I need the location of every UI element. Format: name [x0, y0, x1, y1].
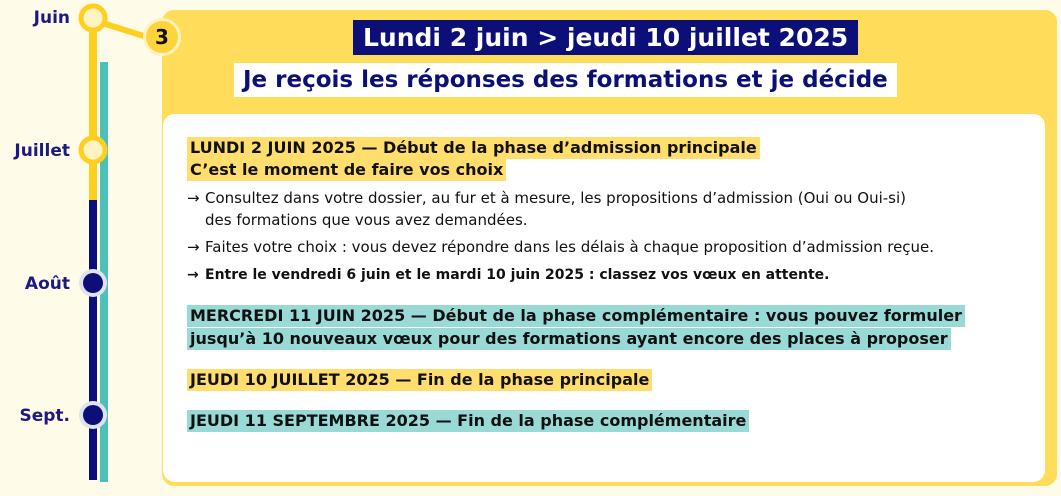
highlight-line: JEUDI 11 SEPTEMBRE 2025 — Fin de la phase complémentaire [187, 410, 749, 432]
bullet-rank-waitlist [187, 264, 829, 286]
phase-principale-end [187, 369, 652, 391]
month-label-juin: Juin [33, 8, 70, 28]
phase-complementaire-start [187, 305, 965, 327]
arrow-icon: → [187, 267, 199, 283]
timeline-yellow-track [89, 20, 97, 200]
month-label-aout: Août [24, 274, 70, 294]
highlight-line: MERCREDI 11 JUIN 2025 — Début de la phase complémentaire : vous pouvez formuler [187, 305, 965, 327]
phase-complementaire-end [187, 410, 749, 432]
choice-moment [187, 159, 506, 181]
bullet-text: Faites votre choix : vous devez répondre dans les délais à chaque proposition d’admission reçue. [205, 238, 935, 256]
month-label-juillet: Juillet [14, 141, 70, 161]
step-number-badge: 3 [143, 18, 181, 56]
bullet-text: Consultez dans votre dossier, au fur et à mesure, les propositions d’admission (Oui ou Oui-si) [205, 189, 907, 207]
timeline [0, 0, 160, 492]
marker-juillet [81, 138, 105, 162]
marker-aout [83, 273, 103, 293]
bullet-text: des formations que vous avez demandées. [205, 211, 528, 229]
arrow-icon: → [187, 189, 200, 207]
arrow-icon: → [187, 238, 200, 256]
bullet-text: Entre le vendredi 6 juin et le mardi 10 juin 2025 : classez vos vœux en attente. [205, 267, 830, 283]
timeline-navy-track [89, 195, 97, 480]
page-title: Lundi 2 juin > jeudi 10 juillet 2025 [353, 20, 858, 55]
marker-juin [81, 6, 105, 30]
page-subtitle: Je reçois les réponses des formations et je décide [234, 63, 897, 97]
bullet-consult [187, 187, 906, 209]
month-label-sept: Sept. [19, 406, 70, 426]
highlight-line: LUNDI 2 JUIN 2025 — Début de la phase d’admission principale [187, 137, 760, 159]
marker-sept [83, 405, 103, 425]
bullet-consult-continued [187, 209, 528, 231]
bullet-choose [187, 236, 934, 258]
highlight-line: JEUDI 10 JUILLET 2025 — Fin de la phase principale [187, 369, 652, 391]
phase-principale-start [187, 137, 760, 159]
phase-complementaire-detail [187, 328, 951, 350]
highlight-line: C’est le moment de faire vos choix [187, 159, 506, 181]
highlight-line: jusqu’à 10 nouveaux vœux pour des formations ayant encore des places à proposer [187, 328, 951, 350]
